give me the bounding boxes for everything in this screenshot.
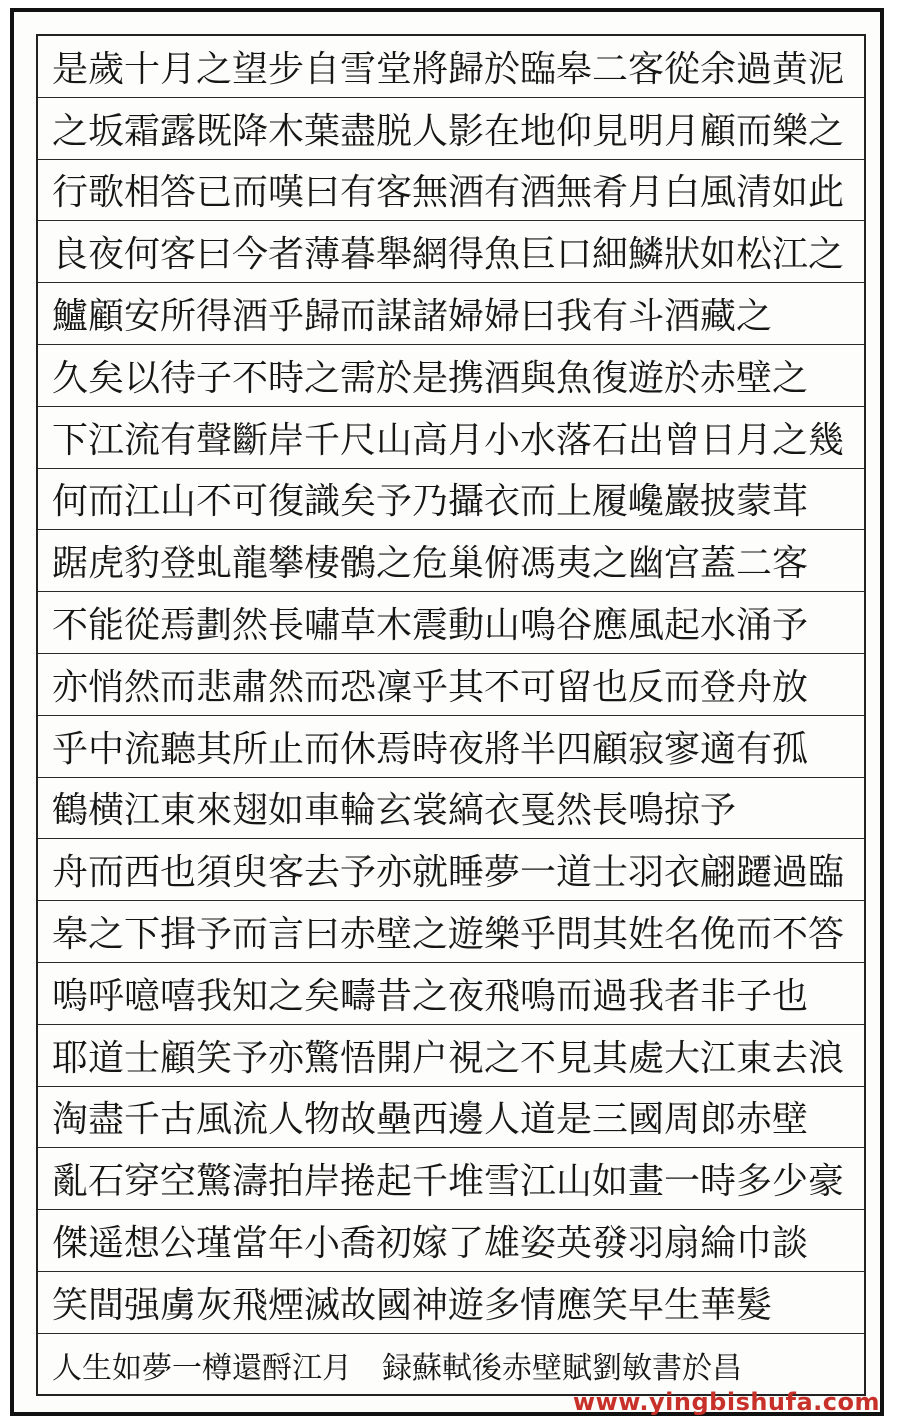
text-line: 何而江山不可復識矣予乃攝衣而上履巉巖披蒙茸 [38, 469, 864, 531]
text-line: 久矣以待子不時之需於是携酒與魚復遊於赤壁之 [38, 345, 864, 407]
site-watermark: www.yingbishufa.com [572, 1388, 880, 1416]
text-line: 亂石穿空驚濤拍岸捲起千堆雪江山如畫一時多少豪 [38, 1148, 864, 1210]
text-line: 是歲十月之望步自雪堂將歸於臨皋二客從余過黄泥 [38, 36, 864, 98]
text-line: 下江流有聲斷岸千尺山高月小水落石出曾日月之幾 [38, 407, 864, 469]
text-line: 傑遥想公瑾當年小喬初嫁了雄姿英發羽扇綸巾談 [38, 1210, 864, 1272]
text-line: 不能從焉劃然長嘯草木震動山鳴谷應風起水涌予 [38, 592, 864, 654]
text-line: 亦悄然而悲肅然而恐凜乎其不可留也反而登舟放 [38, 654, 864, 716]
text-line: 行歌相答已而嘆曰有客無酒有酒無肴月白風清如此 [38, 160, 864, 222]
text-line: 皋之下揖予而言曰赤壁之遊樂乎問其姓名俛而不答 [38, 901, 864, 963]
text-line: 之坂霜露既降木葉盡脱人影在地仰見明月顧而樂之 [38, 98, 864, 160]
calligraphy-sheet [36, 34, 866, 1396]
text-line: 乎中流聽其所止而休焉時夜將半四顧寂寥適有孤 [38, 716, 864, 778]
text-line: 耶道士顧笑予亦驚悟開户視之不見其處大江東去浪 [38, 1025, 864, 1087]
text-line: 鱸顧安所得酒乎歸而謀諸婦婦曰我有斗酒藏之 [38, 283, 864, 345]
text-line: 踞虎豹登虬龍攀棲鶻之危巢俯馮夷之幽宫蓋二客 [38, 530, 864, 592]
text-line: 嗚呼噫嘻我知之矣疇昔之夜飛鳴而過我者非子也 [38, 963, 864, 1025]
text-line: 人生如夢一樽還酹江月 録蘇軾後赤壁賦劉敏書於昌 [52, 1350, 742, 1386]
text-line: 良夜何客曰今者薄暮舉網得魚巨口細鱗狀如松江之 [38, 221, 864, 283]
text-line: 淘盡千古風流人物故壘西邊人道是三國周郎赤壁 [38, 1087, 864, 1149]
text-line: 鶴横江東來翅如車輪玄裳縞衣戛然長鳴掠予 [38, 778, 864, 840]
text-line: 笑間强虜灰飛煙滅故國神遊多情應笑早生華髮 [38, 1272, 864, 1334]
text-line: 舟而西也須臾客去予亦就睡夢一道士羽衣翩躚過臨 [38, 839, 864, 901]
